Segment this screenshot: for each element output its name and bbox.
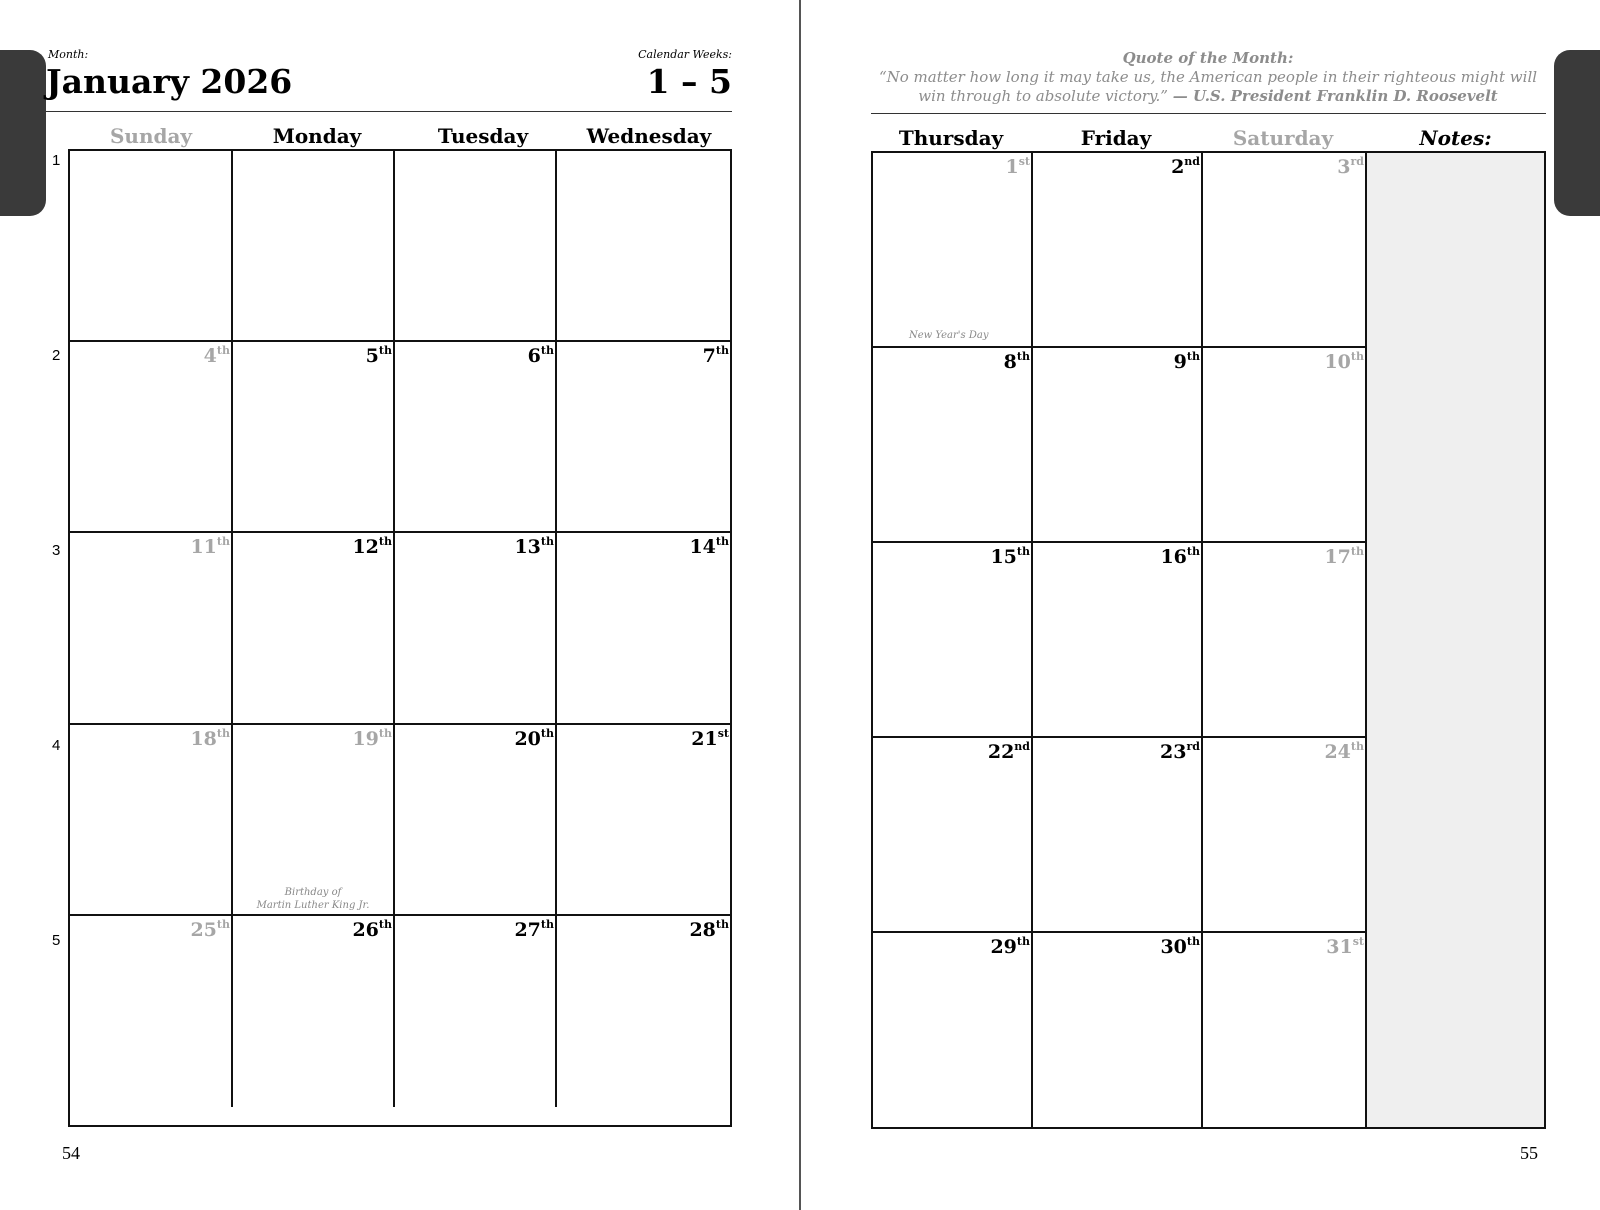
day-number [190,535,230,558]
quote-title: Quote of the Month: [1122,49,1294,67]
day-number-suffix: st [1018,155,1030,168]
day-number-suffix: th [1350,740,1364,753]
day-number-suffix: rd [1186,740,1200,753]
day-number-suffix: th [540,535,554,549]
day-number [352,918,392,941]
day-number [204,344,230,367]
day-number [1174,350,1200,373]
page-tab-left [0,50,46,216]
week-number: 5 [52,932,61,949]
day-number-suffix: th [1350,350,1364,363]
day-number-value: 13 [514,536,541,559]
header-rule-left [46,111,732,112]
day-cell[interactable] [873,348,1033,543]
day-number-value: 29 [990,936,1017,958]
day-number [366,344,392,367]
quote-line-2 [870,87,1546,106]
day-number-suffix: nd [1014,740,1030,753]
day-cell[interactable] [395,725,557,916]
day-number-suffix: th [1186,350,1200,363]
day-cell[interactable] [70,342,233,533]
day-number-suffix: th [540,344,554,358]
day-number-value: 24 [1324,741,1351,763]
day-number [514,727,554,750]
day-cell[interactable] [1033,543,1203,738]
quote-attribution: — U.S. President Franklin D. Roosevelt [1172,87,1498,105]
day-header-monday: Monday [272,124,362,148]
day-cell[interactable] [395,342,557,533]
day-number-value: 17 [1324,546,1351,568]
week-number: 3 [52,542,61,559]
day-number-value: 26 [352,918,379,941]
day-number [1160,545,1200,568]
day-number [514,535,554,558]
day-number-value: 16 [1160,546,1187,568]
day-cell[interactable] [395,533,557,724]
day-cell[interactable] [1203,153,1367,348]
day-cell[interactable] [70,151,233,342]
day-number-value: 6 [527,345,541,368]
page-tab-right [1554,50,1600,216]
day-cell[interactable] [233,342,395,533]
day-number-value: 2 [1171,156,1185,178]
day-number [1324,545,1364,568]
day-number-suffix: th [715,917,729,931]
day-number-value: 19 [352,727,379,750]
day-cell[interactable] [557,342,730,533]
day-number-suffix: th [715,535,729,549]
day-header-wednesday: Wednesday [586,124,712,148]
day-number [190,727,230,750]
day-number-value: 1 [1005,156,1019,178]
day-number-suffix: th [1186,545,1200,558]
day-number-value: 4 [203,345,217,368]
day-cell[interactable] [1203,543,1367,738]
day-cell[interactable] [1203,933,1367,1128]
calendar-weeks-range: 1 – 5 [646,62,732,101]
day-number [352,535,392,558]
page-number-right: 55 [1520,1143,1538,1163]
day-number-suffix: th [540,726,554,740]
day-cell[interactable] [233,725,395,916]
day-number [1171,155,1200,178]
day-number-suffix: th [378,917,392,931]
day-number [1326,935,1364,958]
day-cell[interactable] [873,738,1033,933]
day-number [691,727,729,750]
day-number-value: 27 [514,918,541,941]
book-spine [799,0,801,1210]
day-cell[interactable] [873,543,1033,738]
day-number-value: 3 [1337,156,1351,178]
day-header-friday: Friday [1080,126,1152,150]
day-number-value: 28 [689,918,716,941]
day-number [1160,740,1200,763]
day-number [703,344,729,367]
day-number-value: 20 [514,727,541,750]
day-number-value: 30 [1160,936,1187,958]
day-header-saturday: Saturday [1232,126,1334,150]
day-cell[interactable] [1033,348,1203,543]
day-number [514,918,554,941]
day-number-value: 8 [1003,351,1017,373]
day-number [990,935,1030,958]
day-cell[interactable] [873,933,1033,1128]
day-number [988,740,1030,763]
day-number-value: 31 [1326,936,1353,958]
day-number-suffix: th [1350,545,1364,558]
day-cell[interactable] [70,533,233,724]
day-cell[interactable] [1033,738,1203,933]
month-label: Month: [48,48,89,61]
day-header-tuesday: Tuesday [437,124,529,148]
day-number-suffix: th [216,344,230,358]
day-header-sunday: Sunday [109,124,193,148]
calendar-grid-left [68,149,732,1127]
holiday-label-line: Martin Luther King Jr. [256,899,370,911]
day-number-suffix: th [540,917,554,931]
day-number-value: 9 [1173,351,1187,373]
day-number-suffix: th [378,344,392,358]
quote-line-1: “No matter how long it may take us, the American people in their righteous might will [878,68,1538,86]
page-number-left: 54 [62,1143,80,1163]
day-number-value: 22 [987,741,1015,763]
notes-header: Notes: [1419,126,1492,150]
day-cell[interactable] [1033,933,1203,1128]
week-number: 4 [52,737,61,754]
day-cell[interactable] [1033,153,1203,348]
day-number [1324,350,1364,373]
calendar-weeks-label: Calendar Weeks: [638,48,732,61]
day-cell[interactable] [557,916,730,1107]
day-number [1337,155,1364,178]
day-number-value: 18 [190,727,217,750]
day-number-value: 10 [1324,351,1351,373]
day-number [1004,350,1030,373]
month-title: January 2026 [46,62,293,101]
day-header-thursday: Thursday [898,126,1004,150]
day-number-value: 11 [190,536,217,559]
day-number [352,727,392,750]
notes-area[interactable] [1367,153,1544,1127]
day-cell[interactable] [395,916,557,1107]
week-number: 2 [52,347,61,364]
holiday-label-new-year: New Year's Day [909,330,989,341]
day-number-suffix: th [1016,545,1030,558]
day-number-suffix: st [717,726,729,740]
holiday-label-mlk [233,886,393,912]
day-number-value: 12 [352,536,379,559]
day-number [689,918,729,941]
header-rule-right [871,113,1546,114]
day-number-suffix: th [378,726,392,740]
day-cell[interactable] [557,533,730,724]
day-number-suffix: th [715,344,729,358]
day-number-value: 7 [702,345,716,368]
day-number [1324,740,1364,763]
day-cell[interactable] [70,916,233,1107]
day-number [990,545,1030,568]
day-number [528,344,554,367]
day-number-suffix: th [216,726,230,740]
day-number-suffix: nd [1184,155,1200,168]
calendar-grid-right [871,151,1546,1129]
day-cell[interactable] [873,153,1033,348]
day-cell[interactable] [233,533,395,724]
day-number-value: 5 [365,345,379,368]
day-cell[interactable] [70,725,233,916]
week-number: 1 [52,152,61,169]
day-cell[interactable] [557,151,730,342]
day-number [689,535,729,558]
day-cell[interactable] [1203,738,1367,933]
day-number-suffix: th [1186,935,1200,948]
day-number-suffix: th [378,535,392,549]
day-number-suffix: rd [1350,155,1364,168]
day-cell[interactable] [233,916,395,1107]
day-cell[interactable] [557,725,730,916]
day-cell[interactable] [1203,348,1367,543]
day-number-suffix: st [1352,935,1364,948]
day-number-value: 15 [990,546,1017,568]
day-cell[interactable] [395,151,557,342]
holiday-label-line: Birthday of [284,886,342,898]
day-number [1005,155,1030,178]
day-number-value: 25 [190,918,217,941]
day-number-suffix: th [216,917,230,931]
day-number [190,918,230,941]
day-number-suffix: th [216,535,230,549]
quote-line-2-text: win through to absolute victory.” [918,87,1168,105]
day-number-value: 14 [689,536,716,559]
day-number-value: 23 [1160,741,1187,763]
day-number [1160,935,1200,958]
day-cell[interactable] [233,151,395,342]
day-number-suffix: th [1016,935,1030,948]
day-number-value: 21 [691,727,718,750]
day-number-suffix: th [1016,350,1030,363]
